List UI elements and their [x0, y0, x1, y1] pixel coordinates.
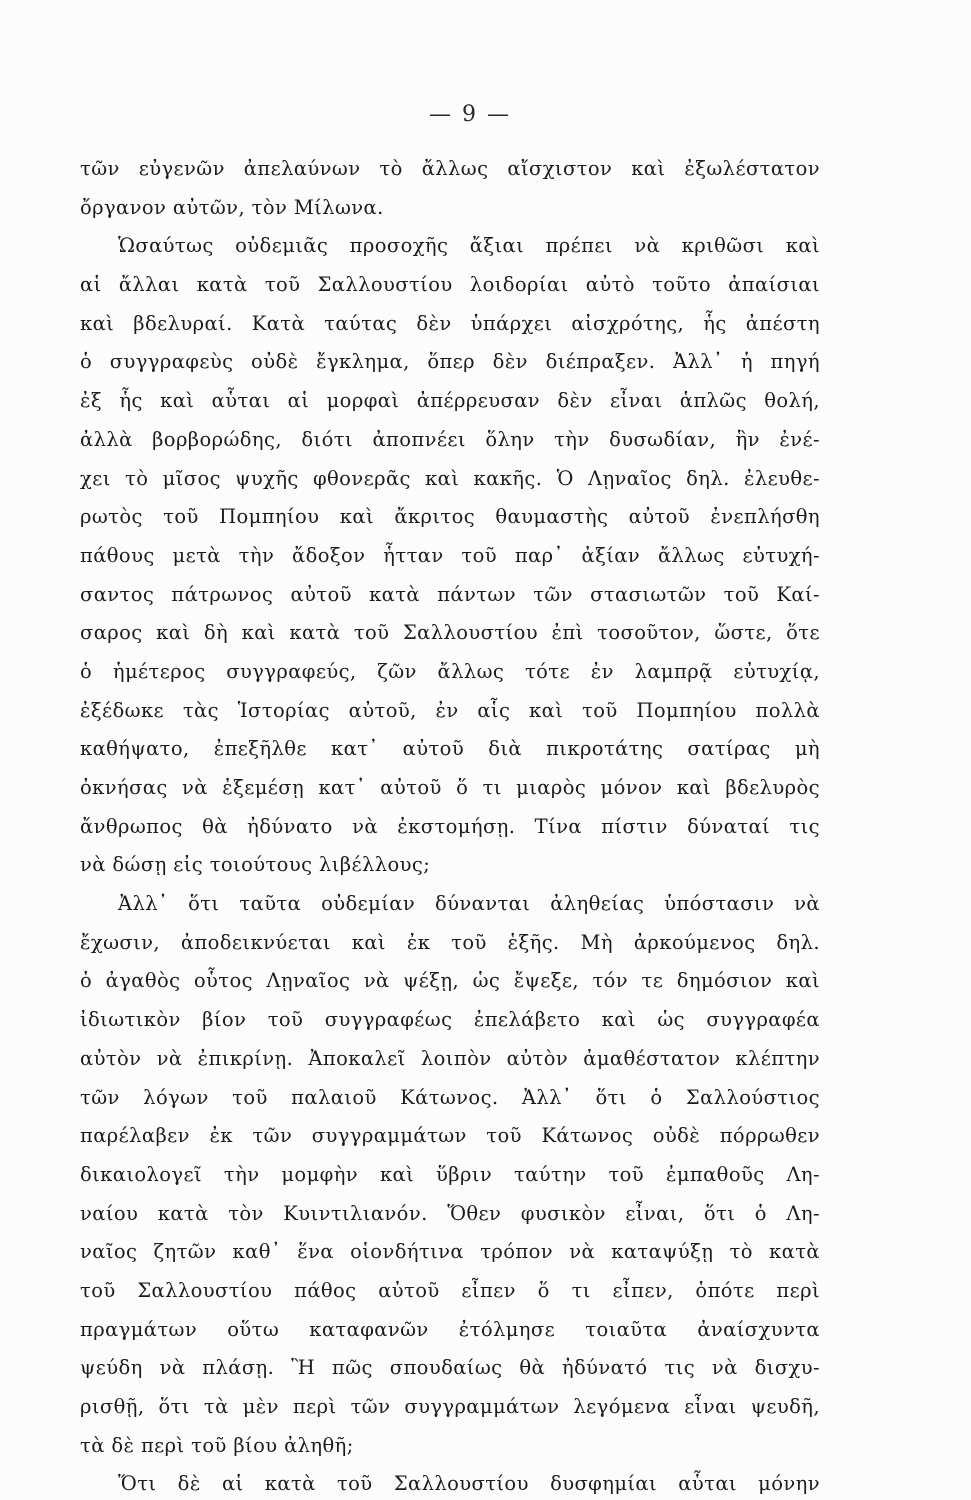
text-line: ρισθῇ, ὅτι τὰ μὲν περὶ τῶν συγγραμμάτων λεγόμενα εἶναι ψευδῆ, — [80, 1395, 820, 1418]
text-line: πάθους μετὰ τὴν ἄδοξον ἧτταν τοῦ παρ᾿ ἀξίαν ἄλλως εὐτυχή- — [80, 543, 820, 567]
text-line: ναῖος ζητῶν καθ᾿ ἕνα οἱονδήτινα τρόπον νὰ καταψύξῃ τὸ κατὰ — [80, 1240, 820, 1264]
text-line: ὁ ἡμέτερος συγγραφεύς, ζῶν ἄλλως τότε ἐν λαμπρᾷ εὐτυχίᾳ, — [80, 659, 820, 683]
text-body — [80, 150, 820, 1500]
text-line: καὶ βδελυραί. Κατὰ ταύτας δὲν ὑπάρχει αἰσχρότης, ἧς ἀπέστη — [80, 311, 820, 335]
page-number: — 9 — — [429, 102, 511, 127]
text-line: ὁ συγγραφεὺς οὐδὲ ἔγκλημα, ὅπερ δὲν διέπραξεν. Ἀλλ᾿ ἡ πηγή — [80, 350, 820, 374]
text-line: ψεύδη νὰ πλάσῃ. Ἢ πῶς σπουδαίως θὰ ἠδύνατό τις νὰ δισχυ- — [80, 1356, 820, 1380]
text-line: Ὡσαύτως οὐδεμιᾶς προσοχῆς ἄξιαι πρέπει νὰ κριθῶσι καὶ — [118, 234, 820, 258]
text-line: αὐτὸν νὰ ἐπικρίνῃ. Ἀποκαλεῖ λοιπὸν αὐτὸν ἀμαθέστατον κλέπτην — [80, 1046, 820, 1070]
text-line: ὀκνήσας νὰ ἐξεμέσῃ κατ᾿ αὐτοῦ ὅ τι μιαρὸς μόνον καὶ βδελυρὸς — [80, 776, 820, 799]
text-line: δικαιολογεῖ τὴν μομφὴν καὶ ὕβριν ταύτην τοῦ ἐμπαθοῦς Λη- — [80, 1162, 820, 1186]
text-line: τὰ δὲ περὶ τοῦ βίου ἀληθῆ; — [80, 1433, 354, 1457]
text-line: ἔχωσιν, ἀποδεικνύεται καὶ ἐκ τοῦ ἑξῆς. Μὴ ἀρκούμενος δηλ. — [80, 930, 820, 954]
text-line: νὰ δώσῃ εἰς τοιούτους λιβέλλους; — [80, 853, 431, 877]
text-line: Ἀλλ᾿ ὅτι ταῦτα οὐδεμίαν δύνανται ἀληθείας ὑπόστασιν νὰ — [118, 892, 820, 916]
text-line: τῶν λόγων τοῦ παλαιοῦ Κάτωνος. Ἀλλ᾿ ὅτι ὁ Σαλλούστιος — [80, 1085, 820, 1109]
text-line: ἰδιωτικὸν βίον τοῦ συγγραφέως ἐπελάβετο καὶ ὡς συγγραφέα — [80, 1008, 820, 1032]
text-line: αἱ ἄλλαι κατὰ τοῦ Σαλλουστίου λοιδορίαι αὐτὸ τοῦτο ἀπαίσιαι — [80, 273, 820, 297]
text-line: σαντος πάτρωνος αὐτοῦ κατὰ πάντων τῶν στασιωτῶν τοῦ Καί- — [80, 582, 820, 606]
text-line: τοῦ Σαλλουστίου πάθος αὐτοῦ εἶπεν ὅ τι εἶπεν, ὁπότε περὶ — [80, 1278, 820, 1302]
text-line: ἄνθρωπος θὰ ἠδύνατο νὰ ἐκστομήσῃ. Τίνα πίστιν δύναταί τις — [80, 814, 820, 838]
text-line: ἀλλὰ βορβορώδης, διότι ἀποπνέει ὅλην τὴν δυσωδίαν, ἣν ἐνέ- — [80, 427, 820, 451]
text-line: σαρος καὶ δὴ καὶ κατὰ τοῦ Σαλλουστίου ἐπὶ τοσοῦτον, ὥστε, ὅτε — [80, 621, 820, 645]
text-line: ἐξ ἧς καὶ αὗται αἱ μορφαὶ ἀπέρρευσαν δὲν εἶναι ἁπλῶς θολή, — [80, 389, 820, 413]
text-line: πραγμάτων οὕτω καταφανῶν ἐτόλμησε τοιαῦτα ἀναίσχυντα — [80, 1317, 820, 1341]
text-line: ναίου κατὰ τὸν Κυιντιλιανόν. Ὅθεν φυσικὸν εἶναι, ὅτι ὁ Λη- — [80, 1201, 820, 1225]
text-line: ὄργανον αὐτῶν, τὸν Μίλωνα. — [80, 195, 384, 219]
text-line: ἐξέδωκε τὰς Ἱστορίας αὐτοῦ, ἐν αἷς καὶ τοῦ Πομπηίου πολλὰ — [80, 698, 820, 722]
text-line: χει τὸ μῖσος ψυχῆς φθονερᾶς καὶ κακῆς. Ὁ Λῃναῖος δηλ. ἐλευθε- — [80, 466, 820, 490]
text-line: ρωτὸς τοῦ Πομπηίου καὶ ἄκριτος θαυμαστὴς αὐτοῦ ἐνεπλήσθη — [80, 505, 820, 529]
text-line: τῶν εὐγενῶν ἀπελαύνων τὸ ἄλλως αἴσχιστον καὶ ἐξωλέστατον — [80, 157, 820, 180]
text-line: ὁ ἀγαθὸς οὗτος Λῃναῖος νὰ ψέξῃ, ὡς ἔψεξε, τόν τε δημόσιον καὶ — [80, 969, 820, 993]
text-line: καθήψατο, ἐπεξῆλθε κατ᾿ αὐτοῦ διὰ πικροτάτης σατίρας μὴ — [80, 737, 820, 761]
text-line: Ὅτι δὲ αἱ κατὰ τοῦ Σαλλουστίου δυσφημίαι αὗται μόνην — [118, 1472, 820, 1496]
text-line: παρέλαβεν ἐκ τῶν συγγραμμάτων τοῦ Κάτωνος οὐδὲ πόρρωθεν — [80, 1124, 820, 1148]
